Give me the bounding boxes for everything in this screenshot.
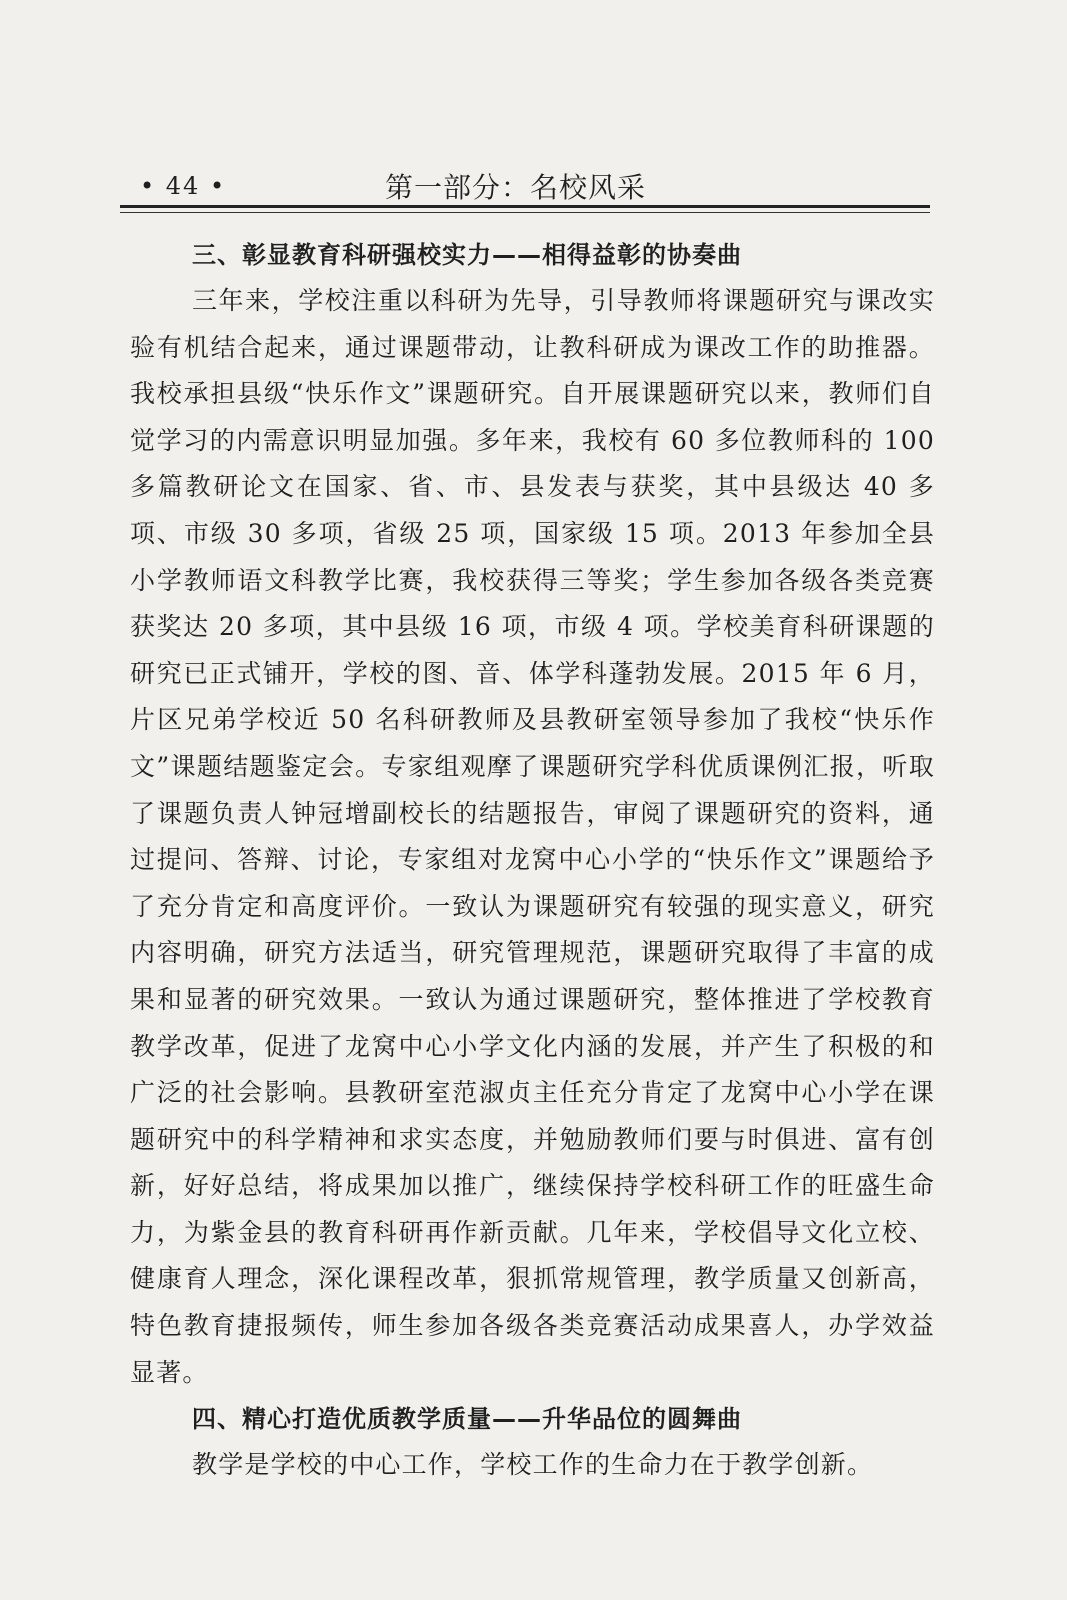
header-rule-thin <box>120 212 930 213</box>
running-head: 第一部分：名校风采 <box>385 171 647 204</box>
body-paragraph-1: 三年来，学校注重以科研为先导，引导教师将课题研究与课改实验有机结合起来，通过课题带动，让教科研成为课改工作的助推器。我校承担县级“快乐作文”课题研究。自开展课题研究以来，教师们自觉学习的内需意识明显加强。多年来，我校有 60 多位教师科的 100 多篇教研论文在国家、省、市、县发表与获奖，其中县级达 40 多项、市级 30 多项，省级 25 项，国家级 15 项。2013 年参加全县小学教师语文科教学比赛，我校获得三等奖；学生参加各级各类竞赛获奖达 20 多项，其中县级 16 项，市级 4 项。学校美育科研课题的研究已正式铺开，学校的图、音、体学科蓬勃发展。2015 年 6 月，片区兄弟学校近 50 名科研教师及县教研室领导参加了我校“快乐作文”课题结题鉴定会。专家组观摩了课题研究学科优质课例汇报，听取了课题负责人钟冠增副校长的结题报告，审阅了课题研究的资料，通过提问、答辩、讨论，专家组对龙窝中心小学的“快乐作文”课题给予了充分肯定和高度评价。一致认为课题研究有较强的现实意义，研究内容明确，研究方法适当，研究管理规范，课题研究取得了丰富的成果和显著的研究效果。一致认为通过课题研究，整体推进了学校教育教学改革，促进了龙窝中心小学文化内涵的发展，并产生了积极的和广泛的社会影响。县教研室范淑贞主任充分肯定了龙窝中心小学在课题研究中的科学精神和求实态度，并勉励教师们要与时俱进、富有创新，好好总结，将成果加以推广，继续保持学校科研工作的旺盛生命力，为紫金县的教育科研再作新贡献。几年来，学校倡导文化立校、健康育人理念，深化课程改革，狠抓常规管理，教学质量又创新高，特色教育捷报频传，师生参加各级各类竞赛活动成果喜人，办学效益显著。 <box>130 286 935 1387</box>
body-paragraph-2: 教学是学校的中心工作，学校工作的生命力在于教学创新。 <box>192 1450 874 1480</box>
page-number: • 44 • <box>140 172 227 200</box>
header-rule-thick <box>120 205 930 208</box>
section-heading-3: 三、彰显教育科研强校实力——相得益彰的协奏曲 <box>192 241 742 269</box>
page-content <box>130 232 935 1489</box>
page-header <box>120 160 930 208</box>
section-heading-4: 四、精心打造优质教学质量——升华品位的圆舞曲 <box>192 1405 742 1434</box>
